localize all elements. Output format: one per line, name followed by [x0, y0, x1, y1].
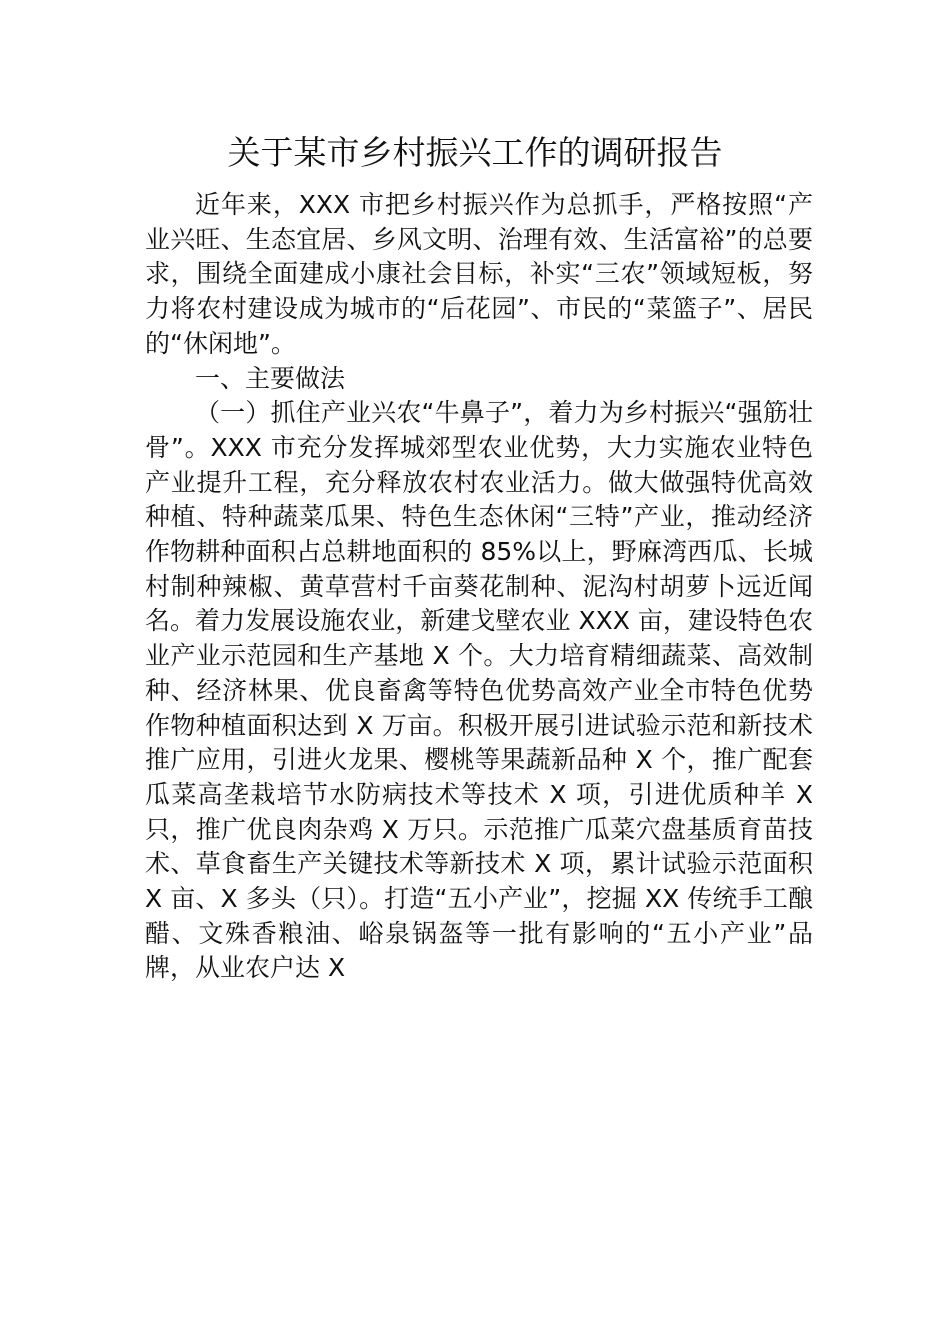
subsection-paragraph: （一）抓住产业兴农“牛鼻子”，着力为乡村振兴“强筋壮骨”。XXX 市充分发挥城郊型农业优势，大力实施农业特色产业提升工程，充分释放农村农业活力。做大做强特优高效种植、特种蔬菜瓜果、特色生态休闲“三特”产业，推动经济作物耕种面积占总耕地面积的 85%以上，野麻湾西瓜、长城村制种辣椒、黄草营村千亩葵花制种、泥沟村胡萝卜远近闻名。着力发展设施农业，新建戈壁农业 XXX 亩，建设特色农业产业示范园和生产基地 X 个。大力培育精细蔬菜、高效制种、经济林果、优良畜禽等特色优势高效产业全市特色优势作物种植面积达到 X 万亩。积极开展引进试验示范和新技术推广应用，引进火龙果、樱桃等果蔬新品种 X 个，推广配套瓜菜高垄栽培节水防病技术等技术 X 项，引进优质种羊 X 只，推广优良肉杂鸡 X 万只。示范推广瓜菜穴盘基质育苗技术、草食畜生产关键技术等新技术 X 项，累计试验示范面积 X 亩、X 多头（只）。打造“五小产业”，挖掘 XX 传统手工酿醋、文殊香粮油、峪泉锅盔等一批有影响的“五小产业”品牌，从业农户达 X	[145, 398, 813, 983]
intro-paragraph: 近年来，XXX 市把乡村振兴作为总抓手，严格按照“产业兴旺、生态宜居、乡风文明、治理有效、生活富裕”的总要求，围绕全面建成小康社会目标，补实“三农”领域短板，努力将农村建设成为城市的“后花园”、市民的“菜篮子”、居民的“休闲地”。	[145, 190, 813, 358]
document-title: 关于某市乡村振兴工作的调研报告	[227, 133, 723, 172]
section-heading: 一、主要做法	[195, 363, 346, 393]
document-body	[145, 188, 813, 986]
